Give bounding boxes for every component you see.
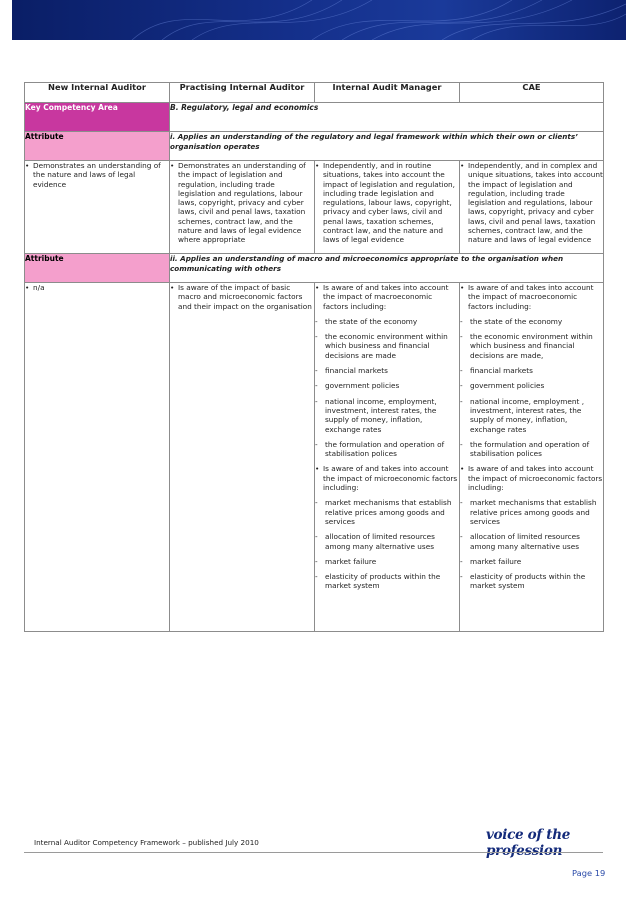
- bullet-item: • Is aware of and takes into account the impact of microeconomic factors including:: [315, 464, 458, 493]
- bullet-item: • Demonstrates an understanding of the nature and laws of legal evidence: [25, 161, 161, 189]
- attr1-new-cell: [25, 161, 170, 254]
- attribute-1-value: i. Applies an understanding of the regulatory and legal framework within which their own or clients’ organisation operates: [170, 132, 604, 161]
- footer-divider: [24, 852, 603, 853]
- attr2-manager-cell: [315, 283, 460, 632]
- attribute-2-value: ii. Applies an understanding of macro and microeconomics appropriate to the organisation when communicating with others: [170, 254, 604, 283]
- bullet-item: • Is aware of the impact of basic macro and microeconomic factors and their impact on the organisation: [170, 283, 312, 311]
- dash-item: - government policies: [315, 381, 400, 391]
- key-competency-row: [25, 103, 604, 132]
- dash-item: - the state of the economy: [460, 316, 563, 326]
- dash-item: - government policies: [460, 381, 545, 391]
- column-header-row: [25, 83, 604, 103]
- dash-item: - market mechanisms that establish relative prices among goods and services: [460, 498, 597, 526]
- attr1-cae-cell: [460, 161, 604, 254]
- attr1-practising-cell: [170, 161, 315, 254]
- attribute-1-levels-row: [25, 161, 604, 254]
- footer-publication: Internal Auditor Competency Framework – published July 2010: [34, 838, 259, 847]
- col-new-internal-auditor: New Internal Auditor: [25, 83, 170, 103]
- dash-item: - the economic environment within which business and financial decisions are made,: [460, 332, 593, 360]
- dash-item: - the economic environment within which business and financial decisions are made: [315, 332, 448, 360]
- col-practising-internal-auditor: Practising Internal Auditor: [170, 83, 315, 103]
- col-internal-audit-manager: Internal Audit Manager: [315, 83, 460, 103]
- attribute-2-label: Attribute: [25, 254, 170, 283]
- attribute-2-levels-row: [25, 283, 604, 632]
- attr1-manager-cell: [315, 161, 460, 254]
- bullet-item: • n/a: [25, 283, 45, 292]
- bullet-item: • Is aware of and takes into account the impact of microeconomic factors including:: [460, 464, 603, 493]
- dash-item: - financial markets: [460, 366, 533, 376]
- dash-item: - market failure: [460, 556, 522, 566]
- key-competency-label: Key Competency Area: [25, 103, 170, 132]
- bullet-item: • Is aware of and takes into account the impact of macroeconomic factors including:: [460, 283, 594, 311]
- bullet-item: • Demonstrates an understanding of the impact of legislation and regulation, including trade legislation and regulations, labour laws, copyright, privacy and cyber laws, civil and penal laws, taxation schemes, contract law, and the nature and laws of legal evidence where appropriate: [170, 161, 306, 245]
- attr2-practising-cell: [170, 283, 315, 632]
- page-number: Page 19: [572, 868, 606, 878]
- wave-pattern: [12, 0, 626, 40]
- dash-item: - national income, employment , investment, interest rates, the supply of money, inflation, exchange rates: [460, 396, 585, 434]
- competency-table: [24, 82, 604, 632]
- dash-item: - financial markets: [315, 366, 388, 376]
- dash-item: - national income, employment, investment, interest rates, the supply of money, inflation, exchange rates: [315, 396, 437, 434]
- attr2-cae-cell: [460, 283, 604, 632]
- attribute-2-row: [25, 254, 604, 283]
- dash-item: - elasticity of products within the market system: [315, 572, 441, 591]
- dash-item: - allocation of limited resources among many alternative uses: [315, 532, 435, 551]
- footer-brand-logo: voice of the profession: [486, 827, 571, 859]
- attribute-1-label: Attribute: [25, 132, 170, 161]
- bullet-item: • Independently, and in complex and unique situations, takes into account the impact of legislation and regulation, including trade legislation and regulations, labour laws, copyright, privacy and cyber laws, civil and penal laws, taxation schemes, contract law, and the nature and laws of legal evidence: [460, 161, 603, 245]
- bullet-item: • Is aware of and takes into account the impact of macroeconomic factors including:: [315, 283, 449, 311]
- dash-item: - the formulation and operation of stabilisation polices: [315, 439, 445, 459]
- attr2-new-cell: [25, 283, 170, 632]
- header-banner: [12, 0, 626, 40]
- key-competency-value: B. Regulatory, legal and economics: [170, 103, 604, 132]
- dash-item: - market failure: [315, 556, 377, 566]
- col-cae: CAE: [460, 83, 604, 103]
- dash-item: - elasticity of products within the market system: [460, 572, 586, 591]
- dash-item: - market mechanisms that establish relative prices among goods and services: [315, 498, 452, 526]
- bullet-item: • Independently, and in routine situations, takes into account the impact of legislation and regulation, including trade legislation and regulations, labour laws, copyright, privacy and cyber laws, civil and penal laws, taxation schemes, contract law, and the nature and laws of legal evidence: [315, 161, 455, 245]
- dash-item: - the formulation and operation of stabilisation polices: [460, 439, 590, 459]
- dash-item: - the state of the economy: [315, 316, 418, 326]
- attribute-1-row: [25, 132, 604, 161]
- dash-item: - allocation of limited resources among many alternative uses: [460, 532, 580, 551]
